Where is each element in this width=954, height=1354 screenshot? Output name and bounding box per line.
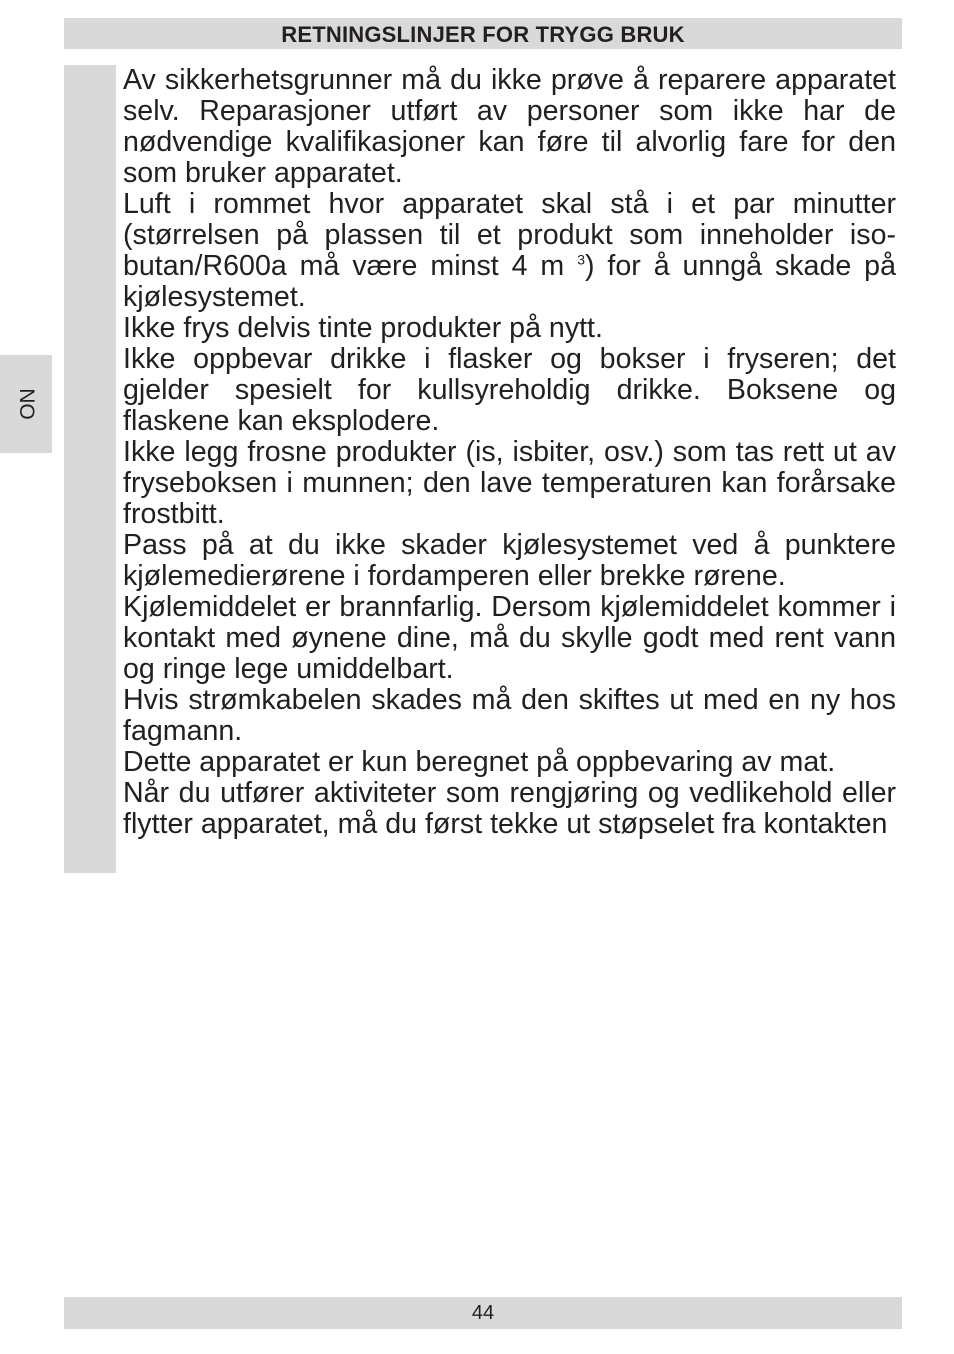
section-margin-bar	[64, 65, 116, 873]
paragraph-bottles: Ikke oppbevar drikke i flasker og bokser i fryseren; det gjelder spesielt for kullsyreholdig drikke. Boksene og flaskene kan eksplodere.	[123, 343, 896, 437]
paragraph-power-cable: Hvis strømkabelen skades må den skiftes ut med en ny hos fagmann.	[123, 684, 896, 747]
language-tab	[0, 355, 52, 453]
superscript-cubic: 3	[577, 251, 585, 268]
paragraph-refreeze: Ikke frys delvis tinte produkter på nytt.	[123, 312, 603, 344]
language-tab-label: NO	[15, 388, 38, 420]
footer-bar	[64, 1297, 902, 1329]
paragraph-ventilation-text: Luft i rommet hvor apparatet skal stå i et par minutter (størrelsen på plassen til et produkt som inneholder isobutan/R600a må være minst 4 m	[123, 188, 896, 282]
page-number: 44	[471, 1301, 495, 1324]
paragraph-food-only: Dette apparatet er kun beregnet på oppbevaring av mat.	[123, 746, 836, 778]
paragraph-ventilation-tail: ) for å unngå skade på kjølesystemet.	[123, 250, 896, 313]
header-bar	[64, 18, 902, 49]
paragraph-unplug: Når du utfører aktiviteter som rengjøring og vedlikehold eller flytter apparatet, må du først tekke ut støpselet fra kontakten	[123, 777, 896, 840]
paragraph-refrigerant: Kjølemiddelet er brannfarlig. Dersom kjølemiddelet kommer i kontakt med øynene dine, må du skylle godt med rent vann og ringe lege umiddelbart.	[123, 591, 896, 685]
paragraph-frostbite: Ikke legg frosne produkter (is, isbiter, osv.) som tas rett ut av fryseboksen i munnen; den lave temperaturen kan forårsake frostbitt.	[123, 436, 896, 530]
paragraph-cooling-system: Pass på at du ikke skader kjølesystemet ved å punktere kjølemedierørene i fordamperen eller brekke rørene.	[123, 529, 896, 592]
safety-guidelines-text	[123, 65, 896, 840]
paragraph-ventilation	[123, 189, 896, 313]
page-title: RETNINGSLINJER FOR TRYGG BRUK	[281, 21, 685, 47]
paragraph-repair-warning: Av sikkerhetsgrunner må du ikke prøve å reparere apparatet selv. Reparasjoner utført av personer som ikke har de nødvendige kvalifikasjoner kan føre til alvorlig fare for den som bruker apparatet.	[123, 64, 896, 189]
